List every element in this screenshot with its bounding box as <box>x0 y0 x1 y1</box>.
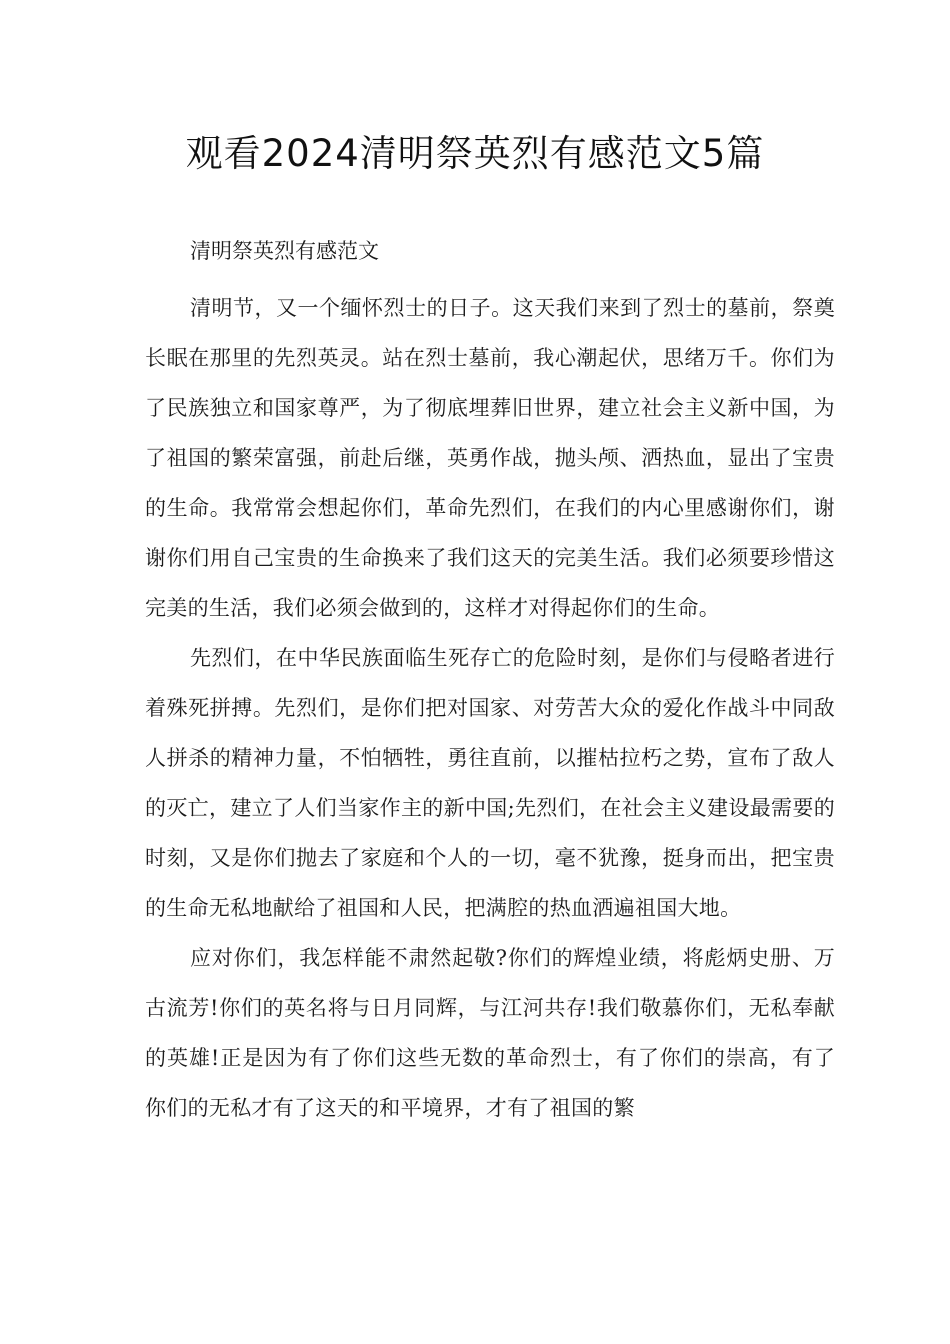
document-subtitle: 清明祭英烈有感范文 <box>190 239 379 263</box>
document-title: 观看2024清明祭英烈有感范文5篇 <box>185 132 765 175</box>
paragraph: 先烈们，在中华民族面临生死存亡的危险时刻，是你们与侵略者进行着殊死拼搏。先烈们，是你们把对国家、对劳苦大众的爱化作战斗中同敌人拼杀的精神力量，不怕牺牲，勇往直前，以摧枯拉朽之势，宣布了敌人的灭亡，建立了人们当家作主的新中国;先烈们，在社会主义建设最需要的时刻，又是你们抛去了家庭和个人的一切，毫不犹豫，挺身而出，把宝贵的生命无私地献给了祖国和人民，把满腔的热血洒遍祖国大地。 <box>145 646 835 920</box>
paragraph: 清明节，又一个缅怀烈士的日子。这天我们来到了烈士的墓前，祭奠长眠在那里的先烈英灵。站在烈士墓前，我心潮起伏，思绪万千。你们为了民族独立和国家尊严，为了彻底埋葬旧世界，建立社会主义新中国，为了祖国的繁荣富强，前赴后继，英勇作战，抛头颅、洒热血，显出了宝贵的生命。我常常会想起你们，革命先烈们，在我们的内心里感谢你们，谢谢你们用自己宝贵的生命换来了我们这天的完美生活。我们必须要珍惜这完美的生活，我们必须会做到的，这样才对得起你们的生命。 <box>145 296 835 620</box>
document-body <box>145 283 835 1133</box>
paragraph: 应对你们，我怎样能不肃然起敬?你们的辉煌业绩，将彪炳史册、万古流芳!你们的英名将与日月同辉，与江河共存!我们敬慕你们，无私奉献的英雄!正是因为有了你们这些无数的革命烈士，有了你们的崇高，有了你们的无私才有了这天的和平境界，才有了祖国的繁 <box>145 946 835 1120</box>
